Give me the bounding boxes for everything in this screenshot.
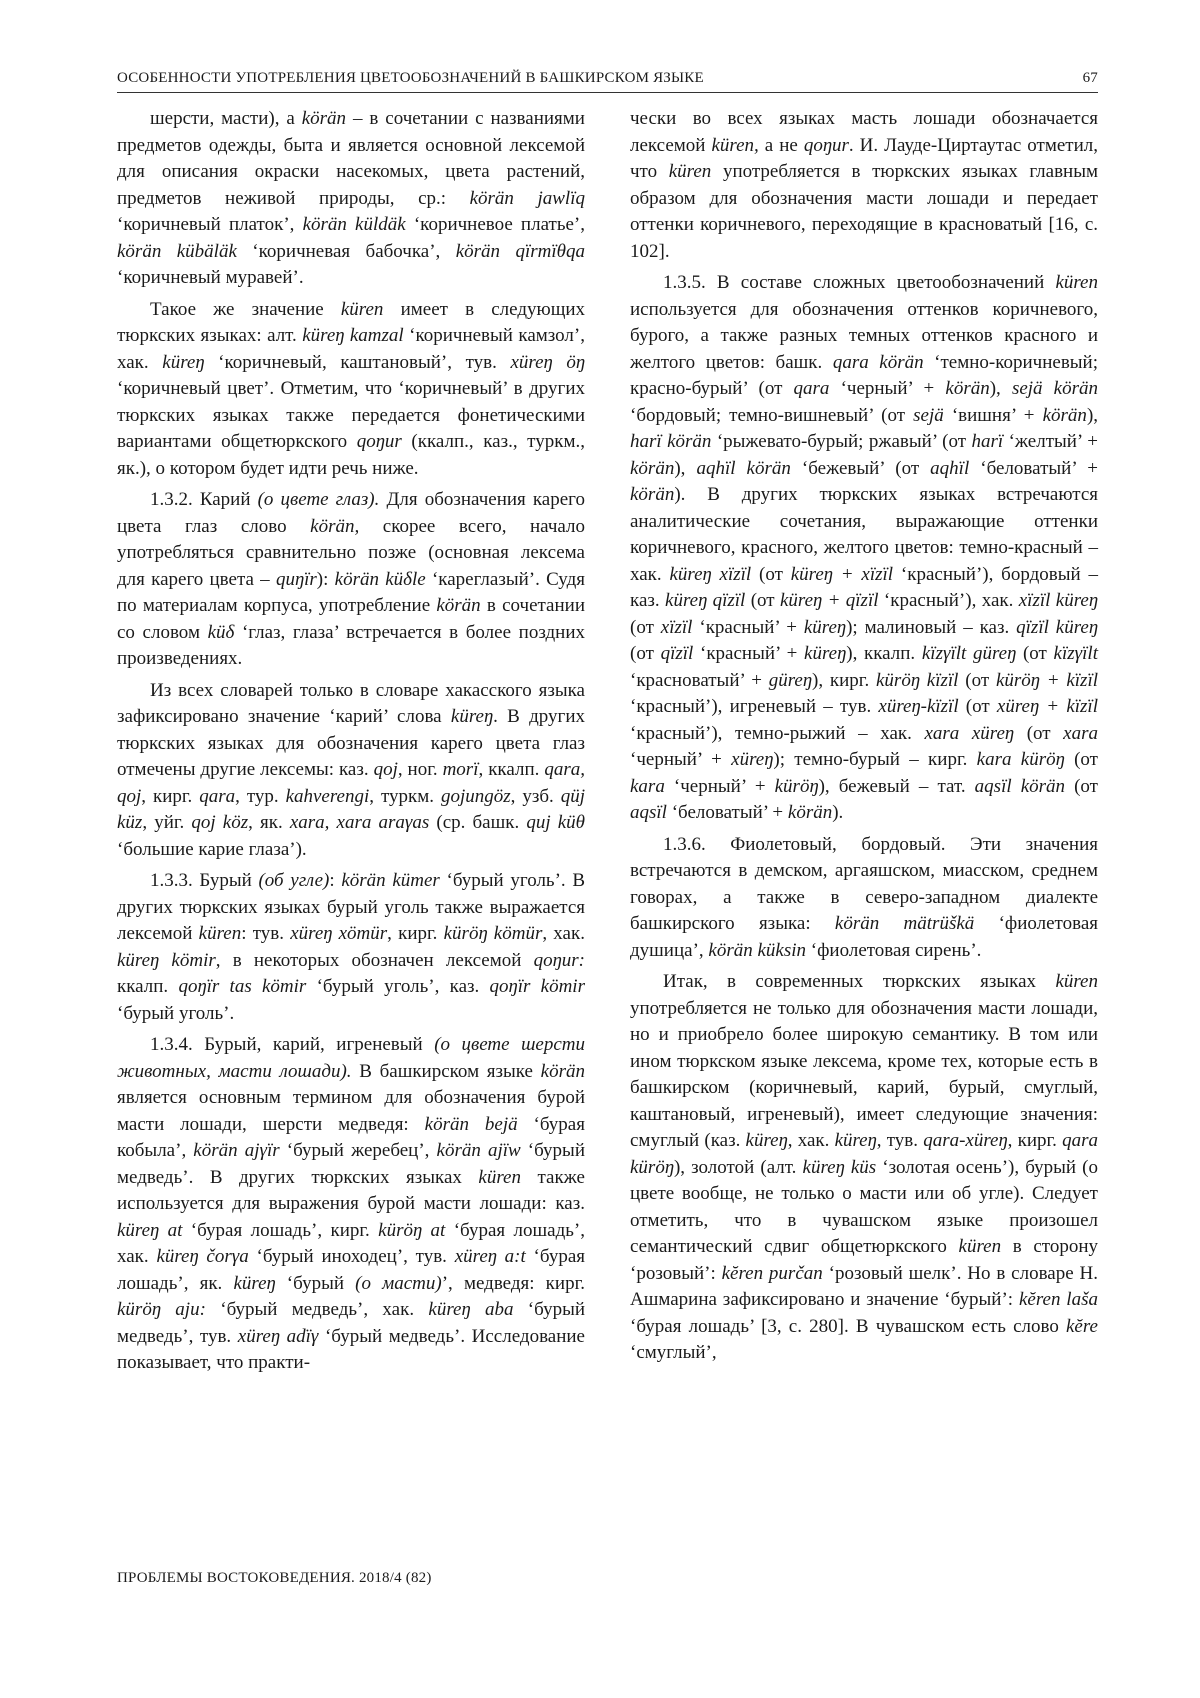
italic-term: körän küldäk <box>302 214 406 235</box>
text-run: 1.3.6. Фиолетовый, бордовый. Эти значения встречаются в демском, аргаяшском, миасском, среднем говорах, а также в северо-западном диалекте башкирского языка: <box>630 833 1098 934</box>
text-run: ); малиновый – каз. <box>846 616 1017 638</box>
paragraph <box>117 868 585 1027</box>
text-run: ‘бежевый’ (от <box>790 457 931 479</box>
text-run: ‘черный’ + <box>630 749 732 770</box>
text-run: ‘фиолетовая сирень’. <box>806 939 982 961</box>
italic-term: sejä körän <box>1011 378 1099 399</box>
italic-term: küröŋ + kïzïl <box>995 669 1099 691</box>
italic-term: qara küröŋ <box>630 1130 1098 1178</box>
page-number: 67 <box>1082 70 1098 86</box>
text-run: ‘красный’), темно-рыжий – хак. <box>630 722 925 744</box>
text-run: ), <box>674 457 697 479</box>
italic-term: körän kübäläk <box>117 240 237 262</box>
text-run: ‘темно-коричневый; красно-бурый’ (от <box>630 351 1099 399</box>
text-run: ); темно-бурый – кирг. <box>773 749 977 770</box>
italic-term: quj küθ <box>526 812 586 833</box>
text-run: ‘черный’ + <box>829 378 946 399</box>
text-run: ’, медведя: кирг. <box>441 1272 585 1294</box>
text-run: ‘красный’), бордовый – каз. <box>630 563 1098 611</box>
text-run: , ног. <box>397 759 443 780</box>
text-run: (от <box>630 643 661 664</box>
paragraph <box>117 678 585 864</box>
italic-term: (о цвете глаз). <box>257 489 380 510</box>
text-run: ). <box>832 802 844 823</box>
text-run: . И. Лауде-Циртаутас отметил, что <box>630 134 1098 182</box>
italic-term: küreŋ <box>450 706 494 727</box>
text-run: шерсти, масти), а <box>150 108 302 129</box>
italic-term: küreŋ <box>804 643 847 664</box>
italic-term: körän ajγïr <box>193 1140 280 1161</box>
italic-term: küröŋ kömür <box>443 923 543 944</box>
italic-term: körän <box>630 457 675 479</box>
text-run: ‘вишня’ + <box>943 404 1043 426</box>
italic-term: kahverengi <box>285 785 370 807</box>
text-run: а не <box>758 134 804 156</box>
italic-term: qara <box>199 785 236 807</box>
text-run: ‘бурая лошадь’, кирг. <box>182 1219 379 1241</box>
italic-term: xïzïl küreŋ <box>1018 590 1099 611</box>
text-run: ‘глаз, глаза’ встречается в более поздних произведениях. <box>117 621 585 669</box>
text-run: ‘бурый жеребец’, <box>279 1140 437 1161</box>
text-run: является основным термином для обозначения бурой масти лошади, шерсти медведя: <box>117 1087 585 1135</box>
text-run: ‘черный’ + <box>664 775 775 797</box>
running-title: ОСОБЕННОСТИ УПОТРЕБЛЕНИЯ ЦВЕТООБОЗНАЧЕНИЙ В БАШКИРСКОМ ЯЗЫКЕ <box>117 70 704 86</box>
text-run: , кирг. <box>141 785 200 807</box>
text-run: , кирг. <box>1007 1130 1063 1151</box>
italic-term: kara <box>630 775 665 797</box>
italic-term: qoŋur: <box>533 949 585 971</box>
italic-term: küröŋ kïzïl <box>876 669 959 691</box>
italic-term: aqhïl <box>930 457 970 479</box>
text-run: (от <box>958 696 997 717</box>
text-run: ‘бордовый; темно-вишневый’ (от <box>630 404 914 426</box>
text-run: ), золотой (алт. <box>673 1156 803 1178</box>
paragraph <box>117 297 585 483</box>
text-run: ), ккалп. <box>846 643 922 664</box>
text-run: (от <box>1016 643 1054 664</box>
text-run: ), <box>989 378 1012 399</box>
italic-term: qïzïl küreŋ <box>1016 616 1098 638</box>
text-run: ‘бурый <box>275 1272 356 1294</box>
text-run: ‘красноватый’ + <box>630 669 769 691</box>
italic-term: küreŋ + qïzïl <box>779 590 879 611</box>
italic-term: küren <box>340 298 384 320</box>
text-run: ‘желтый’ + <box>1003 431 1098 452</box>
italic-term: küren <box>1055 272 1098 293</box>
italic-term: küren <box>958 1236 1002 1257</box>
italic-term: küreŋ xïzïl <box>669 563 752 585</box>
text-run: ‘бурый уголь’. <box>117 1002 235 1024</box>
italic-term: qara <box>793 378 830 399</box>
italic-term: qara körän <box>832 351 924 373</box>
left-column <box>117 106 585 1496</box>
text-run: ‘беловатый’ + <box>969 457 1098 479</box>
italic-term: qara, qoj <box>117 759 585 807</box>
italic-term: küreŋ kömir <box>117 949 216 971</box>
text-run: ‘коричневый камзол’, хак. <box>117 325 585 373</box>
italic-term: xüreŋ xömür <box>290 923 388 944</box>
italic-term: xüreŋ öŋ <box>510 351 585 373</box>
italic-term: körän <box>1042 404 1087 426</box>
italic-term: kĕre <box>1066 1315 1098 1337</box>
italic-term: küren <box>478 1166 521 1188</box>
text-run: ‘коричневый, каштановый’, тув. <box>204 351 511 373</box>
text-run: , ккалп. <box>478 759 545 780</box>
body-text <box>117 106 1098 1496</box>
italic-term: xüreŋ + kïzïl <box>996 696 1098 717</box>
text-run: – в сочетании с названиями предметов одежды, быта и является основной лексемой для описания окраски насекомых, цвета растений, предметов неживой природы, ср.: <box>117 108 585 209</box>
text-run: 1.3.2. Карий <box>150 489 258 510</box>
italic-term: harï körän <box>630 431 712 452</box>
italic-term: kïzγïlt güreŋ <box>921 643 1017 664</box>
text-run: (ккалп., каз., туркм., як.), о котором будет идти речь ниже. <box>117 431 585 479</box>
italic-term: körän <box>301 108 347 129</box>
italic-term: küreŋ kamzal <box>302 325 404 346</box>
text-run: ‘красный’ + <box>693 643 805 664</box>
text-run: ‘коричневый платок’, <box>117 214 303 235</box>
italic-term: xüreŋ adïγ <box>237 1325 319 1347</box>
text-run: , тур. <box>235 785 286 807</box>
paragraph <box>117 1032 585 1377</box>
text-run: ‘коричневое платье’, <box>405 214 585 235</box>
text-run: : тув. <box>241 923 291 944</box>
text-run: ‘красный’ + <box>692 616 804 638</box>
italic-term: körän <box>787 802 833 823</box>
text-run: , як. <box>248 812 290 833</box>
italic-term: küren, <box>711 134 759 156</box>
italic-term: xüreŋ <box>731 749 774 770</box>
text-run: (от <box>958 669 996 691</box>
italic-term: qïzïl <box>660 643 694 664</box>
text-run: , тув. <box>876 1130 924 1151</box>
italic-term: kïzγïlt <box>1053 643 1098 664</box>
text-run: ‘коричневая бабочка’, <box>236 240 456 262</box>
text-run: : <box>329 870 342 891</box>
italic-term: aqsïl <box>630 802 667 823</box>
text-run: ‘бурый медведь’, хак. <box>205 1299 429 1320</box>
text-run: ‘фиолетовая душица’, <box>630 913 1098 961</box>
italic-term: körän <box>540 1060 585 1082</box>
italic-term: küren <box>668 161 712 182</box>
text-run: ‘бурый уголь’, каз. <box>306 976 490 997</box>
italic-term: aqhïl körän <box>696 457 791 479</box>
text-run: ‘красный’), хак. <box>878 590 1019 611</box>
text-run: ‘бурый медведь’, тув. <box>117 1299 585 1347</box>
italic-term: küren <box>1055 971 1098 992</box>
italic-term: küreŋ küs <box>802 1156 877 1178</box>
text-run: ): <box>316 568 335 590</box>
right-column <box>630 106 1098 1496</box>
text-run: ‘бурый медведь’. В других тюркских языках <box>117 1140 585 1188</box>
text-run: , хак. <box>542 923 585 944</box>
italic-term: küröŋ at <box>378 1219 446 1241</box>
italic-term: körän küksin <box>708 939 807 961</box>
text-run: Из всех словарей только в словаре хакасского языка зафиксировано значение ‘карий’ слова <box>117 679 585 727</box>
text-run: В башкирском языке <box>351 1060 541 1082</box>
text-run: ). В других тюркских языках встречаются аналитические сочетания, выражающие оттенки коричневого, красного, желтого цветов: темно-красный – хак. <box>630 484 1098 585</box>
text-run: , туркм. <box>369 785 441 807</box>
italic-term: (о цвете шерсти животных, масти лошади). <box>117 1034 586 1082</box>
text-run: ‘бурая лошадь’, хак. <box>117 1219 585 1267</box>
italic-term: quŋïr <box>275 568 317 590</box>
text-run: в сочетании со словом <box>117 595 585 643</box>
text-run: используется для обозначения оттенков коричневого, бурого, а также разных темных оттенков красного и желтого цветов: башк. <box>630 298 1098 373</box>
italic-term: körän kümer <box>341 870 440 891</box>
text-run: ‘смуглый’, <box>630 1342 717 1363</box>
text-run: , уйг. <box>142 812 192 833</box>
italic-term: gojungöz <box>440 785 511 807</box>
text-run: ‘коричневый цвет’. Отметим, что ‘коричневый’ в других тюркских языках также передается фонетическими вариантами общетюркского <box>117 378 585 452</box>
italic-term: qüj küz <box>117 785 585 833</box>
italic-term: kĕren purčan <box>721 1262 823 1284</box>
italic-term: körän <box>945 378 990 399</box>
italic-term: qoj köz <box>191 812 249 833</box>
italic-term: körän, <box>310 515 360 537</box>
italic-term: küreŋ <box>233 1272 276 1294</box>
text-run: ‘золотая осень’), бурый (о цвете вообще, не только о масти или об угле). Следует отметить, что в чувашском языке произошел семантический сдвиг общетюркского <box>630 1156 1099 1257</box>
italic-term: sejä <box>913 404 944 426</box>
italic-term: xara, xara araγas <box>289 812 430 833</box>
text-run: 1.3.3. Бурый <box>150 870 259 891</box>
text-run: ‘рыжевато-бурый; ржавый’ (от <box>711 431 972 452</box>
italic-term: xüreŋ-kïzïl <box>878 696 959 717</box>
text-run: скорее всего, начало употребляться сравнительно позже (основная лексема для карего цвета – <box>117 515 585 590</box>
text-run: ‘бурый иноходец’, тув. <box>248 1246 455 1267</box>
text-run: ‘розовый шелк’. Но в словаре Н. Ашмарина зафиксировано и значение ‘бурый’: <box>630 1262 1098 1310</box>
italic-term: kara küröŋ <box>976 749 1065 770</box>
text-run: употребляется не только для обозначения масти лошади, но и приобрело более широкую семантику. В том или ином тюркском языке лексема, кроме тех, которые есть в башкирском (коричневый, карий, бурый, смуглый, каштановый, игреневый), имеет следующие значения: смуглый (каз. <box>630 997 1098 1151</box>
text-run: Итак, в современных тюркских языках <box>663 971 1056 992</box>
paragraph <box>630 106 1098 265</box>
italic-term: körän bejä <box>424 1113 518 1135</box>
text-run: (от <box>745 590 780 611</box>
text-run: ‘бурый уголь’. В других тюркских языках бурый уголь также выражается лексемой <box>117 870 586 944</box>
italic-term: qoj <box>373 759 398 780</box>
italic-term: küreŋ <box>834 1130 877 1151</box>
italic-term: kĕren laša <box>1018 1289 1098 1310</box>
text-run: ‘большие карие глаза’). <box>117 838 307 860</box>
italic-term: küreŋ <box>803 616 847 638</box>
text-run: чески во всех языках масть лошади обозначается лексемой <box>630 108 1098 156</box>
text-run: ), бежевый – тат. <box>818 775 975 797</box>
text-run: (от <box>630 616 661 638</box>
italic-term: küδ <box>207 621 235 643</box>
italic-term: küreŋ aba <box>428 1299 514 1320</box>
paragraph <box>117 106 585 292</box>
text-run: 1.3.4. Бурый, карий, игреневый <box>150 1034 435 1055</box>
italic-term: körän <box>630 484 675 505</box>
italic-term: küreŋ čorγa <box>156 1246 249 1267</box>
italic-term: körän küδle <box>334 568 426 590</box>
text-run: ‘бурый медведь’. Исследование показывает, что практи- <box>117 1325 585 1373</box>
italic-term: körän <box>436 595 481 616</box>
text-run: ), <box>1086 404 1099 426</box>
paragraph <box>630 270 1098 827</box>
text-run: ‘бурая лошадь’, як. <box>117 1246 586 1294</box>
italic-term: küröŋ aju: <box>117 1299 206 1320</box>
text-run: (от <box>751 563 791 585</box>
italic-term: küreŋ <box>162 351 205 373</box>
text-run: ), кирг. <box>812 669 876 691</box>
italic-term: (о масти) <box>355 1272 442 1294</box>
italic-term: körän qïrmïθqa <box>455 240 585 262</box>
italic-term: küreŋ at <box>117 1219 183 1241</box>
italic-term: küreŋ <box>745 1130 788 1151</box>
italic-term: qoŋïr tas kömir <box>178 976 307 997</box>
paragraph <box>117 487 585 673</box>
text-run: , в некоторых обозначен лексемой <box>215 949 534 971</box>
text-run: , хак. <box>787 1130 835 1151</box>
text-run: ‘бурая лошадь’ [3, с. 280]. В чувашском есть слово <box>630 1315 1066 1337</box>
italic-term: xïzïl <box>660 616 693 638</box>
text-run: , кирг. <box>387 923 444 944</box>
italic-term: morï <box>442 759 479 780</box>
text-run: ‘бурая кобыла’, <box>117 1113 585 1161</box>
italic-term: küröŋ <box>774 775 819 797</box>
text-run: употребляется в тюркских языках главным образом для обозначения масти лошади и передает оттенки коричневого, переходящие в красноватый [16, с. 102]. <box>630 161 1099 262</box>
italic-term: harï <box>971 431 1004 452</box>
italic-term: (об угле) <box>258 870 330 891</box>
italic-term: küreŋ + xïzïl <box>790 563 894 585</box>
italic-term: qoŋïr kömir <box>489 976 585 997</box>
italic-term: xara xüreŋ <box>924 722 1015 744</box>
text-run: . В других тюркских языках для обозначения карего цвета глаз отмечены другие лексемы: каз. <box>117 706 585 780</box>
text-run: в сторону ‘розовый’: <box>630 1236 1098 1284</box>
text-run: ‘кареглазый’. Судя по материалам корпуса, употребление <box>117 568 585 616</box>
italic-term: qoŋur <box>356 431 402 452</box>
italic-term: körän mätrüškä <box>834 913 975 934</box>
text-run: , узб. <box>510 785 561 807</box>
italic-term: xüreŋ a:t <box>454 1246 526 1267</box>
text-run: ‘коричневый муравей’. <box>117 267 304 288</box>
italic-term: körän ajïw <box>436 1140 521 1161</box>
running-head <box>117 60 1098 93</box>
text-run: Для обозначения карего цвета глаз слово <box>117 489 585 537</box>
paragraph <box>630 969 1098 1367</box>
italic-term: körän jawlïq <box>469 187 585 209</box>
italic-term: küreŋ qïzïl <box>665 590 746 611</box>
text-run: имеет в следующих тюркских языках: алт. <box>117 298 585 346</box>
text-run: Такое же значение <box>150 298 341 320</box>
text-run: также используется для выражения бурой масти лошади: каз. <box>117 1166 585 1214</box>
italic-term: küren <box>198 923 242 944</box>
text-run: (от <box>1064 749 1098 770</box>
text-run: ‘красный’), игреневый – тув. <box>630 696 879 717</box>
italic-term: güreŋ <box>768 669 813 691</box>
text-run: ‘беловатый’ + <box>666 802 788 823</box>
italic-term: qoŋur <box>803 134 849 156</box>
text-run: 1.3.5. В составе сложных цветообозначений <box>663 272 1056 293</box>
journal-footer: ПРОБЛЕМЫ ВОСТОКОВЕДЕНИЯ. 2018/4 (82) <box>117 1570 432 1586</box>
text-run: (ср. башк. <box>429 812 527 833</box>
text-run: (от <box>1014 722 1064 744</box>
paragraph <box>630 832 1098 965</box>
italic-term: qara-xüreŋ <box>923 1130 1008 1151</box>
text-run: (от <box>1065 775 1098 797</box>
italic-term: aqsïl körän <box>974 775 1066 797</box>
italic-term: xara <box>1063 722 1098 744</box>
text-run: ккалп. <box>117 976 179 997</box>
